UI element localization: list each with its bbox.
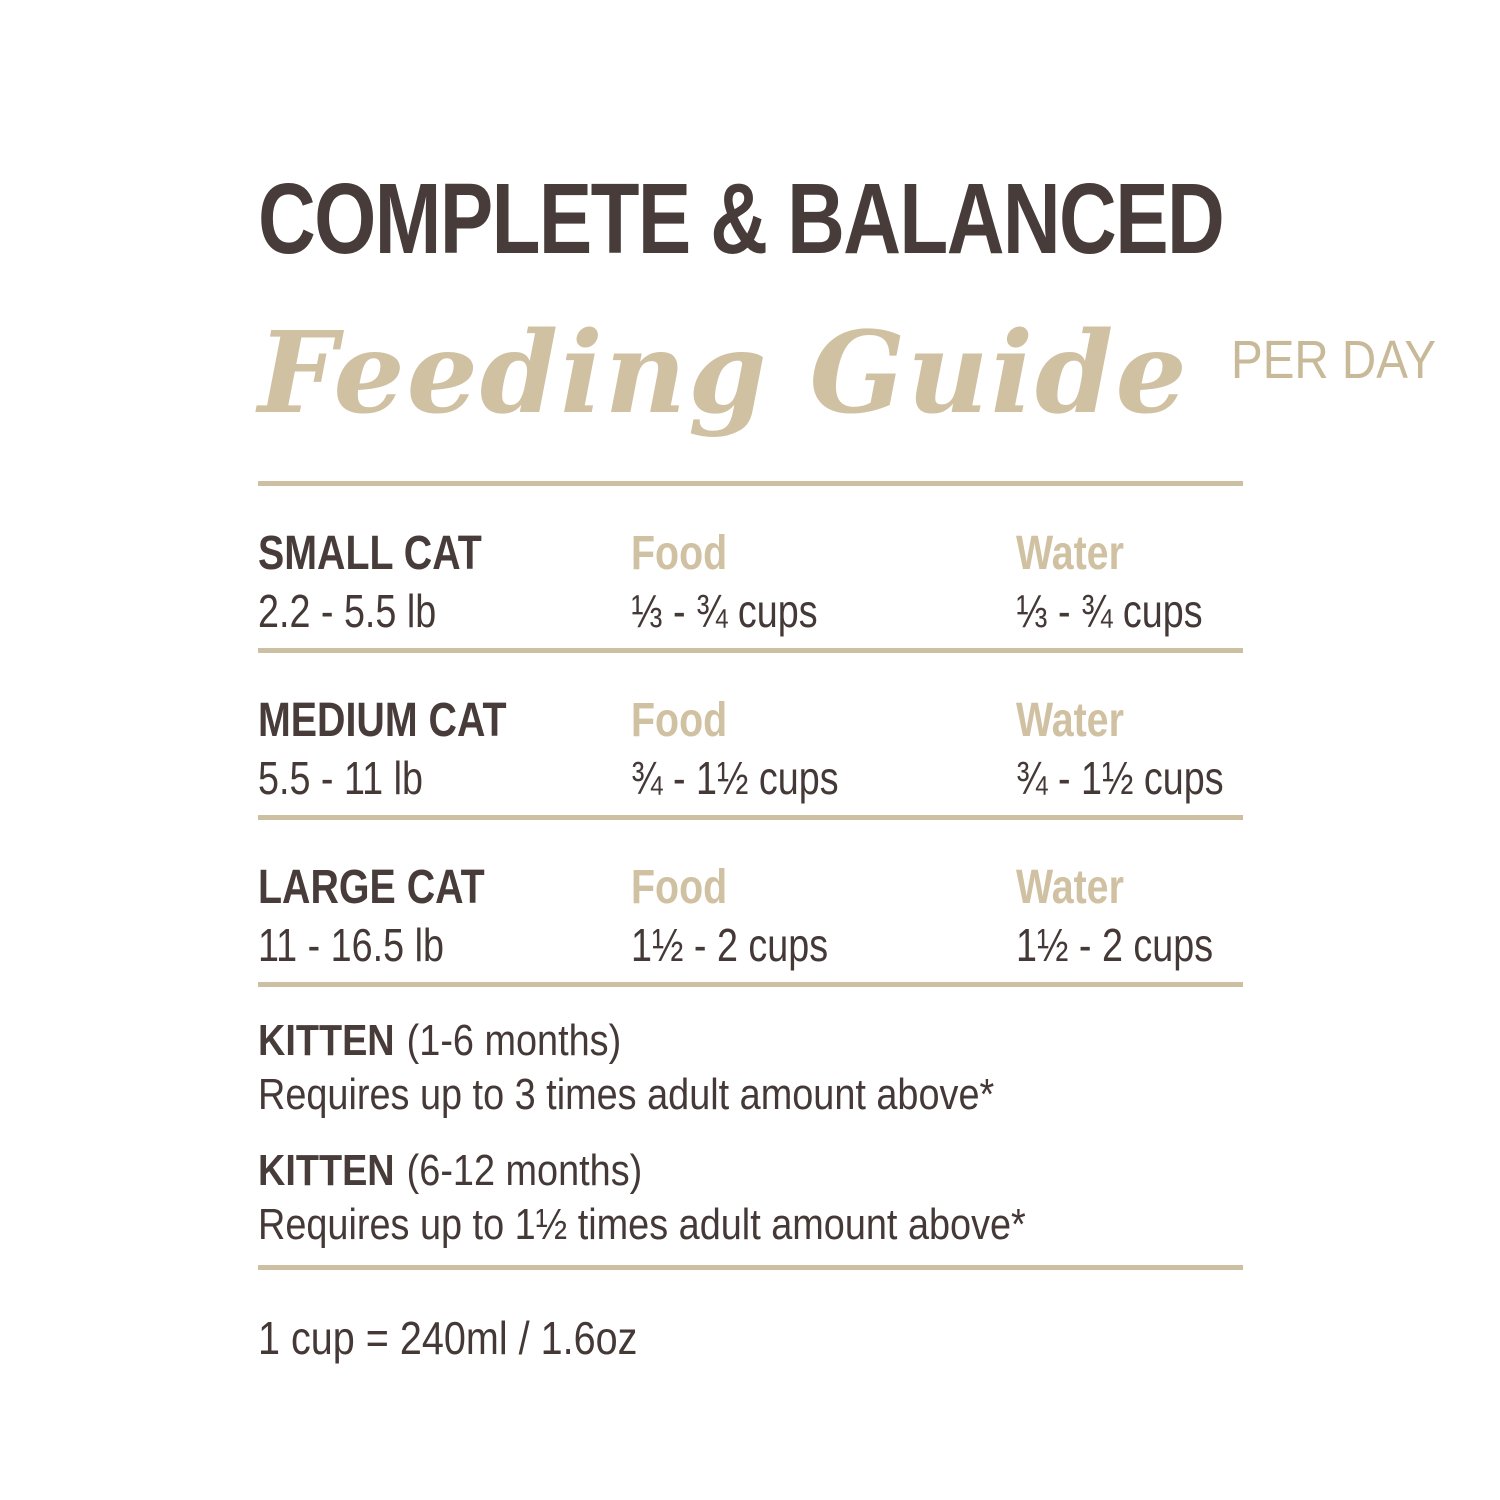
cell-water [1016,527,1244,637]
cell-food [631,694,1016,804]
water-amount: ¾ - 1½ cups [1016,752,1224,804]
divider-bottom [258,1265,1243,1270]
table-row-large-cat [258,820,1243,982]
kitten-note-1 [258,1017,1243,1119]
water-amount: ⅓ - ¾ cups [1016,585,1203,637]
cell-size [258,694,631,804]
cell-size [258,527,631,637]
subtitle-script: Feeding Guide [258,308,1189,439]
kitten-label: KITTEN [258,1146,395,1195]
kitten-note-title [258,1017,1105,1065]
page-title: COMPLETE & BALANCED [258,163,1224,275]
kitten-age-range: (6-12 months) [406,1146,643,1195]
water-header: Water [1016,861,1124,914]
food-amount: 1½ - 2 cups [631,919,829,971]
food-amount: ⅓ - ¾ cups [631,585,818,637]
kitten-label: KITTEN [258,1016,395,1065]
water-amount: 1½ - 2 cups [1016,919,1214,971]
food-header: Food [631,527,728,580]
kitten-note-text: Requires up to 3 times adult amount above* [258,1070,995,1119]
size-label: LARGE CAT [258,861,485,914]
divider-row-3 [258,982,1243,987]
table-row-medium-cat [258,653,1243,815]
cell-size [258,861,631,971]
size-label: MEDIUM CAT [258,694,507,747]
food-amount: ¾ - 1½ cups [631,752,839,804]
cell-water [1016,861,1256,971]
kitten-note-2 [258,1147,1243,1249]
subtitle-frequency: PER DAY [1230,330,1436,390]
cell-food [631,861,1016,971]
cell-water [1016,694,1269,804]
kitten-note-text: Requires up to 1½ times adult amount above* [258,1200,1026,1249]
size-label: SMALL CAT [258,527,482,580]
water-header: Water [1016,527,1124,580]
weight-range: 2.2 - 5.5 lb [258,585,437,637]
table-row-small-cat [258,486,1243,648]
subtitle-row [258,267,1436,481]
kitten-note-title [258,1147,1105,1195]
food-header: Food [631,694,728,747]
food-header: Food [631,861,728,914]
cup-conversion-footnote: 1 cup = 240ml / 1.6oz [258,1312,638,1364]
weight-range: 5.5 - 11 lb [258,752,423,804]
kitten-age-range: (1-6 months) [406,1016,622,1065]
content-column [0,163,1500,1364]
weight-range: 11 - 16.5 lb [258,919,444,971]
water-header: Water [1016,694,1124,747]
cell-food [631,527,1016,637]
